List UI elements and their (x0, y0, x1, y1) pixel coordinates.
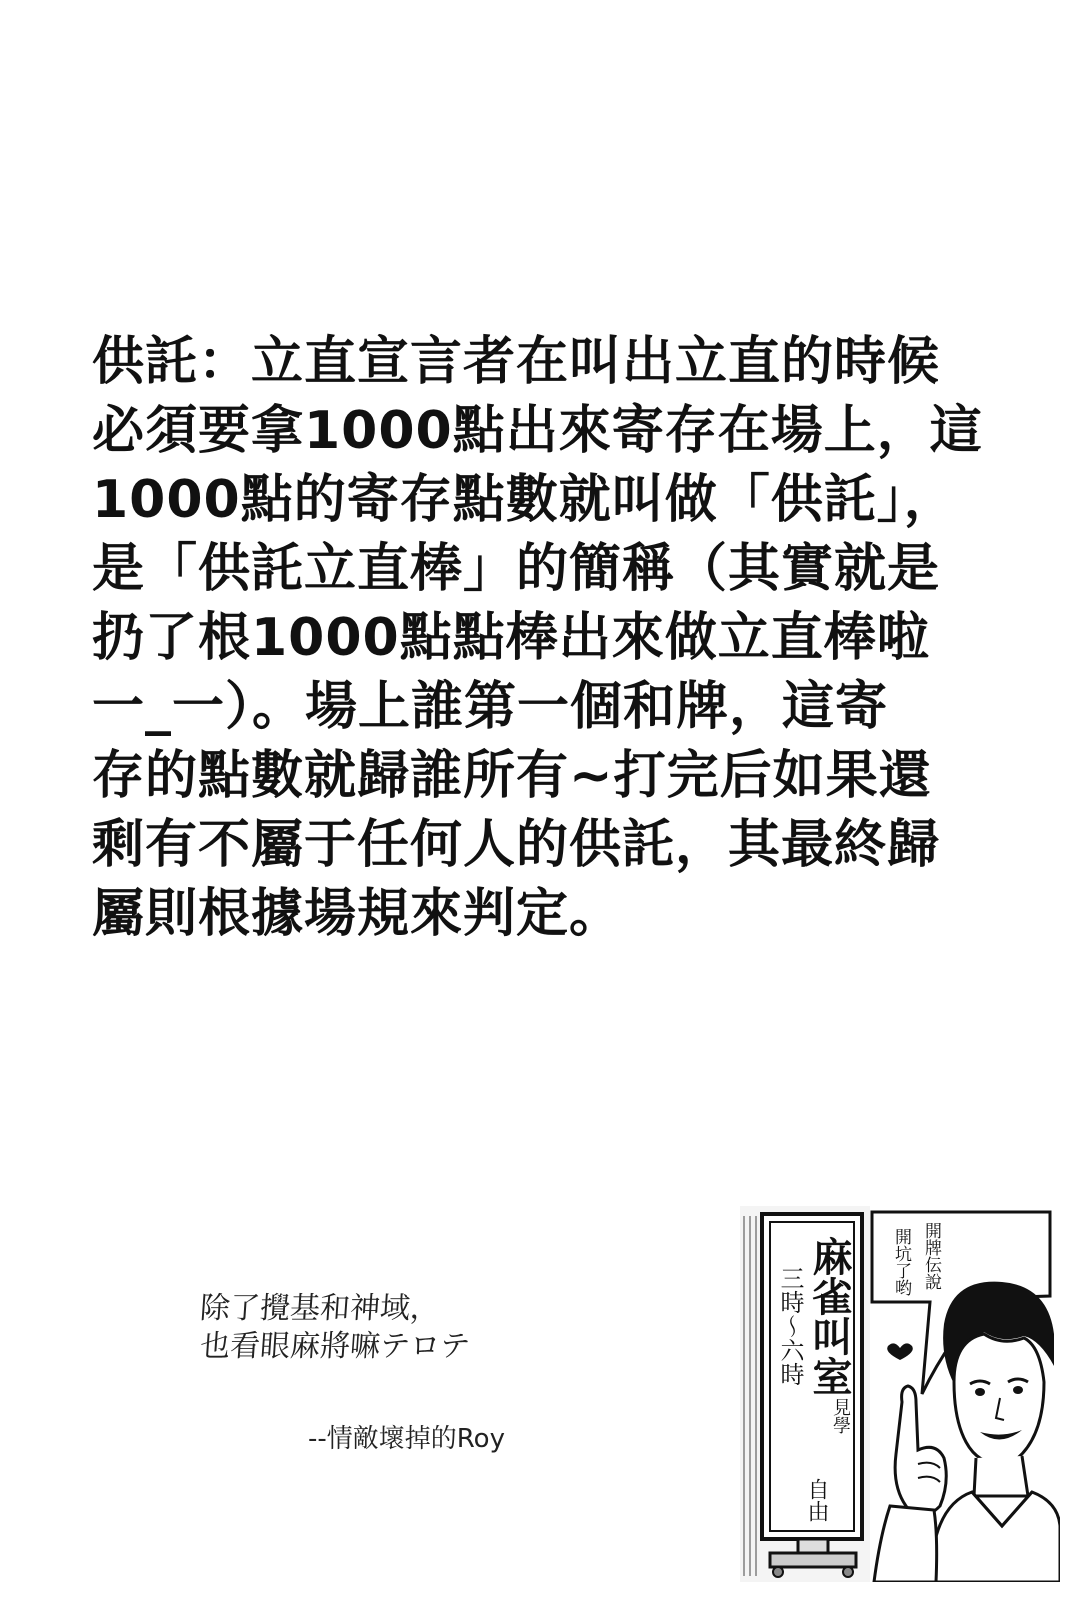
main-text-block (92, 328, 1032, 949)
sign-hours: 三時～六時 (776, 1266, 804, 1386)
text-line: 1000點的寄存點數就叫做「供託」， (92, 470, 957, 530)
sign-free: 自由 (804, 1478, 829, 1522)
text-line: 一_一）。場上誰第一個和牌，這寄 (92, 677, 889, 737)
sign-visit: 見學 (830, 1398, 851, 1434)
sign-title: 麻雀叫室 (806, 1236, 853, 1396)
signature: --情敵壞掉的Roy (308, 1424, 505, 1454)
text-line: 剩有不屬于任何人的供託，其最終歸 (92, 815, 941, 875)
handwritten-note (200, 1290, 470, 1366)
text-line: 扔了根1000點點棒出來做立直棒啦 (92, 608, 930, 668)
manga-illustration (740, 1206, 1060, 1582)
text-line: 供託：立直宣言者在叫出立直的時候 (92, 332, 941, 392)
text-line: 必須要拿1000點出來寄存在場上，這 (92, 401, 983, 461)
text-line: 屬則根據場規來判定。 (92, 884, 623, 944)
bubble-line: 開坑了哟 (891, 1228, 911, 1296)
text-line: 是「供託立直棒」的簡稱（其實就是 (92, 539, 941, 599)
note-line: 也看眼麻將嘛テロテ (198, 1329, 472, 1364)
text-line: 存的點數就歸誰所有~打完后如果還 (92, 746, 932, 806)
note-line: 除了攪基和神域， (198, 1291, 442, 1326)
bubble-line: 開牌伝說 (921, 1222, 941, 1290)
